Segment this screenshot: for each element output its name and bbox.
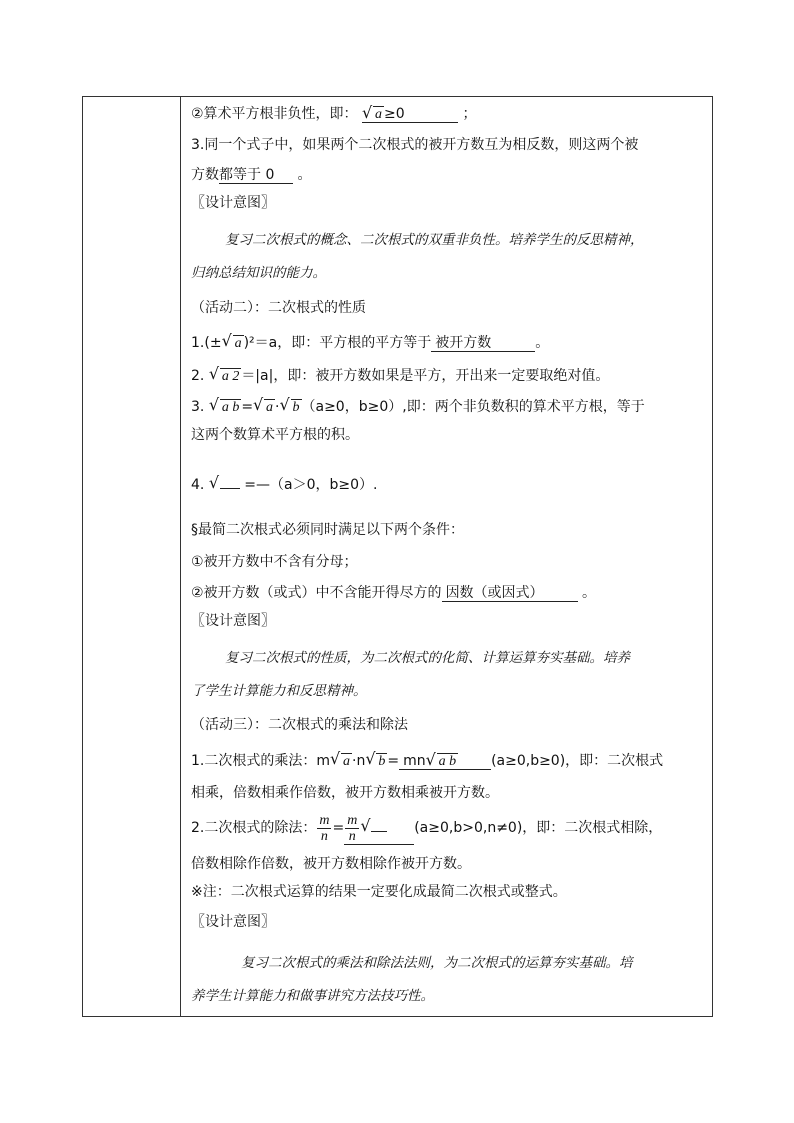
design-intent-text: 复习二次根式的性质，为二次根式的化简、计算运算夯实基础。培养 [225,650,630,666]
blank-answer [344,813,414,845]
blank-answer: 都等于 0 [219,168,293,184]
property-1: 1.(±√ a )²＝a，即：平方根的平方等于 被开方数 。 [191,334,549,353]
sqrt-symbol: √ a [255,398,275,417]
sqrt-symbol [211,476,240,494]
sqrt-symbol: √ a [332,752,352,771]
sqrt-symbol [362,819,387,837]
blank-answer: 因数（或因式） [442,586,578,602]
fraction: $\frac{m}{n}$ [319,812,330,844]
design-intent-text: 养学生计算能力和做事讲究方法技巧性。 [191,988,434,1004]
design-intent-text: 复习二次根式的乘法和除法法则，为二次根式的运算夯实基础。培 [241,955,633,971]
fraction: $\frac{m}{n}$ [347,812,358,844]
sqrt-symbol: √ a b [211,398,242,417]
design-intent-text: 了学生计算能力和反思精神。 [191,683,367,699]
design-intent-text: 复习二次根式的概念、二次根式的双重非负性。培养学生的反思精神， [225,232,644,248]
design-intent-heading: 〖设计意图〗 [191,914,275,930]
property-2: 2. √ a 2 ＝|a|，即：被开方数如果是平方，开出来一定要取绝对值。 [191,367,609,386]
design-intent-heading: 〖设计意图〗 [191,195,275,211]
sqrt-symbol: √ a b [428,754,459,769]
text-line: 倍数相除作倍数，被开方数相除作被开方数。 [191,856,471,872]
blank-answer: √ a ≥0 [362,107,458,123]
activity-two-heading: （活动二）：二次根式的性质 [191,300,366,316]
sqrt-symbol: √ b [367,752,387,771]
activity-three-heading: （活动三）：二次根式的乘法和除法 [191,717,408,733]
division-rule: 2.二次根式的除法： $\frac{m}{n}$ = $\frac{m}{n}$ √ (a≥0,b>0,n≠0)，即：二次根式相除， [191,811,662,845]
simplest-radical-heading: §最简二次根式必须同时满足以下两个条件： [191,522,464,538]
column-divider [180,97,181,1016]
text-line: 这两个数算术平方根的积。 [191,427,359,443]
property-3: 3. √ a b =√ a ·√ b （a≥0，b≥0）,即：两个非负数积的算术平方根，等于 [191,398,645,417]
sqrt-symbol: √ a [364,107,384,122]
note-line: ※注：二次根式运算的结果一定要化成最简二次根式或整式。 [191,884,567,900]
blank-answer: mn√ a b [399,754,491,770]
sqrt-symbol: √ a [224,334,244,353]
property-4: 4. √ =—（a＞0，b≥0）. [191,476,377,494]
sqrt-symbol: √ a 2 [211,367,242,386]
multiplication-rule: 1.二次根式的乘法：m√ a ·n√ b = mn√ a b (a≥0,b≥0)，即：二次根式 [191,752,663,771]
sqrt-symbol: √ b [282,398,302,417]
condition-item: ①被开方数中不含有分母； [191,554,358,570]
property-nonnegative: ②算术平方根非负性，即： √ a ≥0 ； [191,105,476,123]
condition-item: ②被开方数（或式）中不含能开得尽方的 因数（或因式） 。 [191,585,597,601]
design-intent-text: 归纳总结知识的能力。 [191,265,326,281]
design-intent-heading: 〖设计意图〗 [191,613,275,629]
blank-answer: 被开方数 [431,336,535,352]
text-line: 方数都等于 0 。 [191,167,312,183]
lesson-table [82,96,713,1017]
text-line: 相乘，倍数相乘作倍数，被开方数相乘被开方数。 [191,785,499,801]
text-line: 3.同一个式子中，如果两个二次根式的被开方数互为相反数，则这两个被 [191,137,639,153]
